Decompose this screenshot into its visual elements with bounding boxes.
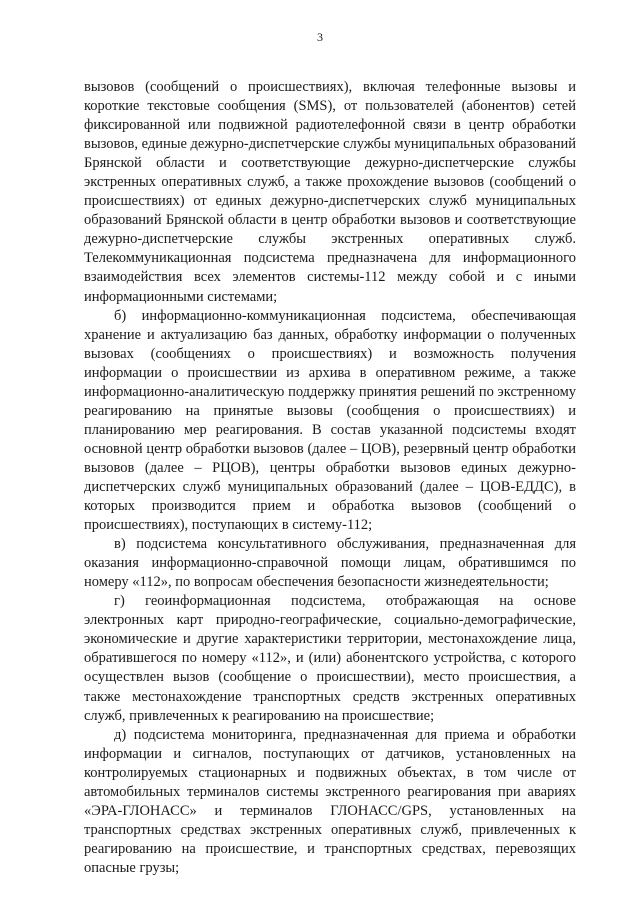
page-number: 3 <box>317 30 323 44</box>
paragraph-continuation: вызовов (сообщений о происшествиях), включая телефонные вызовы и короткие текстовые сообщения (SMS), от пользователей (абонентов) сетей фиксированной или подвижной радиотелефонной связи в центр обработки вызовов, единые дежурно-диспетчерские службы муниципальных образований Брянской области и соответствующие дежурно-диспетчерские службы экстренных оперативных служб, а также прохождение вызовов (сообщений о происшествиях) от единых дежурно-диспетчерских служб муниципальных образований Брянской области в центр обработки вызовов и соответствующие дежурно-диспетчерские службы экстренных оперативных служб. Телекоммуникационная подсистема предназначена для информационного взаимодействия всех элементов системы-112 между собой и с иными информационными системами; <box>84 79 576 305</box>
paragraph-item-v: в) подсистема консультативного обслуживания, предназначенная для оказания информационно-справочной помощи лицам, обратившимся по номеру «112», по вопросам обеспечения безопасности жизнедеятельности; <box>84 536 576 591</box>
paragraph-item-g: г) геоинформационная подсистема, отображающая на основе электронных карт природно-географические, социально-демографические, экономические и другие характеристики территории, местонахождение лица, обратившегося по номеру «112», и (или) абонентского устройства, с которого осуществлен вызов (сообщение о происшествии), место происшествия, а также местонахождение транспортных средств экстренных оперативных служб, привлеченных к реагированию на происшествие; <box>84 593 576 724</box>
paragraph-item-b: б) информационно-коммуникационная подсистема, обеспечивающая хранение и актуализацию баз данных, обработку информации о полученных вызовах (сообщениях о происшествиях) и возможность получения информации о происшествии из архива в оперативном режиме, а также информационно-аналитическую поддержку принятия решений по экстренному реагированию на принятые вызовы (сообщения о происшествиях) и планированию мер реагирования. В состав указанной подсистемы входят основной центр обработки вызовов (далее – ЦОВ), резервный центр обработки вызовов (далее – РЦОВ), центры обработки вызовов единых дежурно-диспетчерских служб муниципальных образований (далее – ЦОВ-ЕДДС), в которых производится прием и обработка вызовов (сообщений о происшествиях), поступающих в систему-112; <box>84 307 576 534</box>
document-body <box>84 78 576 878</box>
paragraph-item-d: д) подсистема мониторинга, предназначенная для приема и обработки информации и сигналов, поступающих от датчиков, установленных на контролируемых стационарных и подвижных объектах, в том числе от автомобильных терминалов системы экстренного реагирования при авариях «ЭРА-ГЛОНАСС» и терминалов ГЛОНАСС/GPS, установленных на транспортных средствах экстренных оперативных служб, привлеченных к реагированию на происшествие, и транспортных средствах, перевозящих опасные грузы; <box>84 726 576 876</box>
